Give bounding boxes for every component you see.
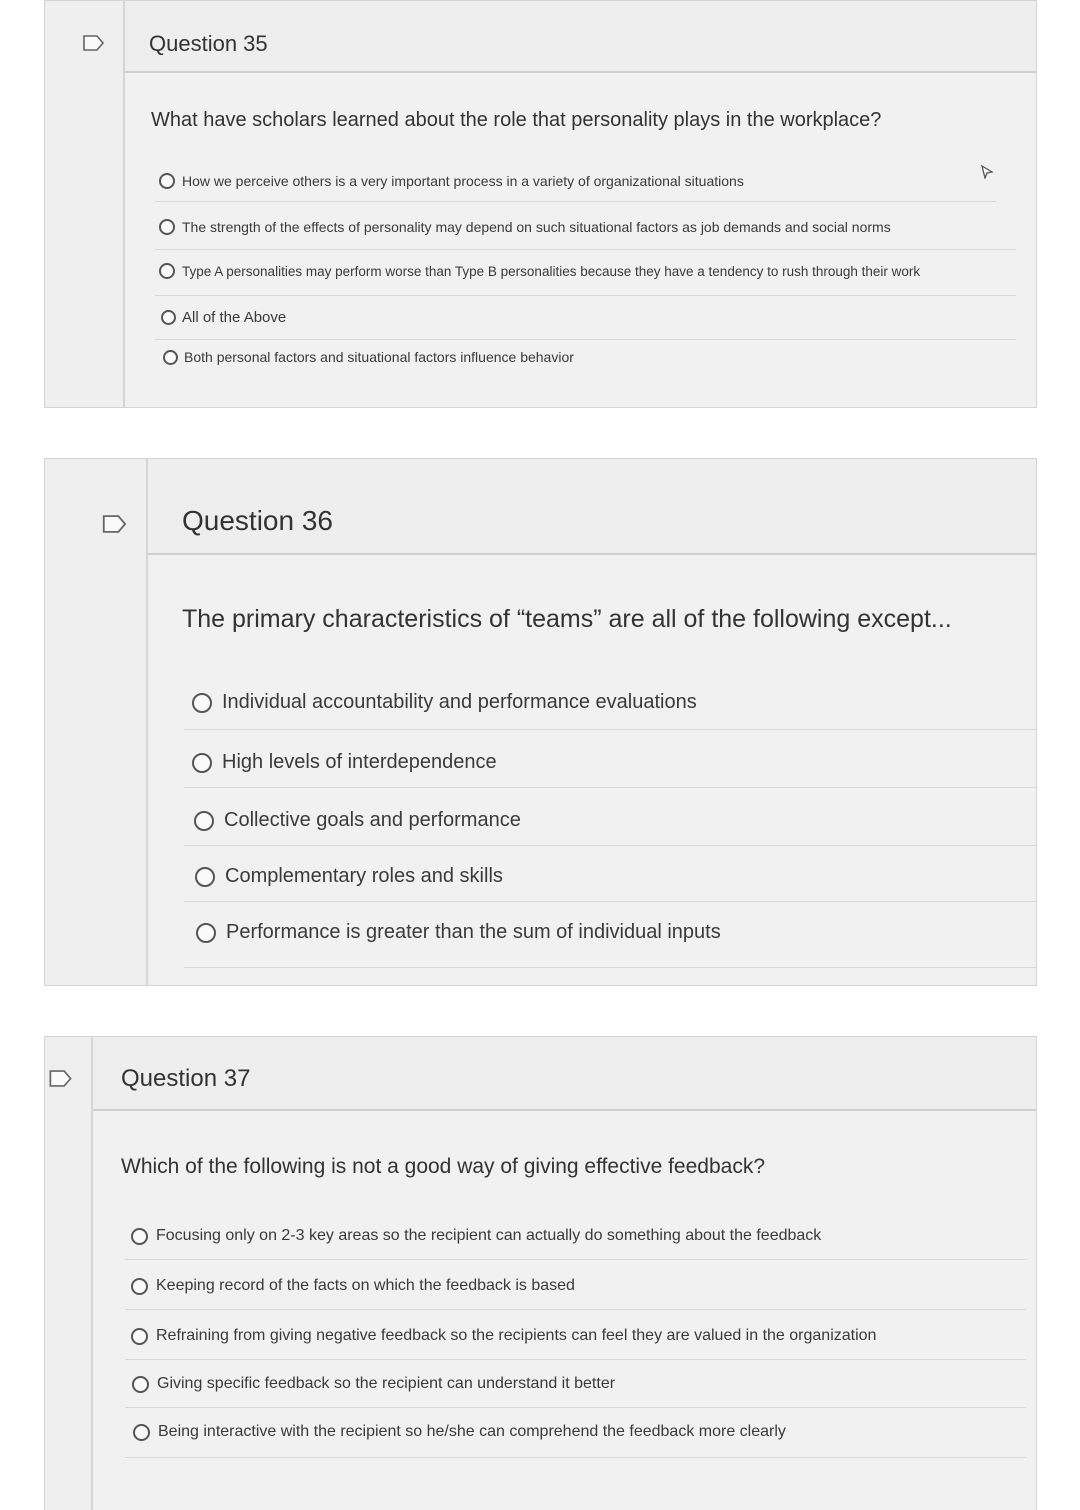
radio-button[interactable] bbox=[159, 173, 175, 189]
option-divider bbox=[184, 967, 1036, 968]
question-header bbox=[125, 1, 1036, 73]
radio-button[interactable] bbox=[131, 1228, 148, 1245]
flag-icon[interactable] bbox=[83, 35, 105, 51]
question-title: Question 36 bbox=[182, 505, 333, 536]
option-divider bbox=[155, 295, 1016, 296]
radio-button[interactable] bbox=[163, 350, 178, 365]
radio-button[interactable] bbox=[195, 867, 215, 887]
answer-option-label: High levels of interdependence bbox=[222, 751, 497, 773]
question-title: Question 35 bbox=[149, 31, 268, 56]
answer-option-label: Collective goals and performance bbox=[224, 809, 521, 831]
answer-option-label: Focusing only on 2-3 key areas so the recipient can actually do something about the feedback bbox=[156, 1227, 822, 1244]
question-title: Question 37 bbox=[121, 1065, 251, 1092]
answer-option[interactable] bbox=[196, 921, 721, 944]
radio-button[interactable] bbox=[133, 1424, 150, 1441]
answer-option[interactable] bbox=[133, 1423, 786, 1441]
option-divider bbox=[184, 845, 1036, 846]
question-body bbox=[91, 1037, 1036, 1510]
answer-option[interactable] bbox=[159, 219, 891, 235]
question-body bbox=[123, 1, 1036, 407]
option-divider bbox=[125, 1259, 1026, 1260]
radio-button[interactable] bbox=[161, 310, 176, 325]
option-divider bbox=[155, 249, 1016, 250]
question-card-37 bbox=[44, 1036, 1037, 1510]
radio-button[interactable] bbox=[131, 1328, 148, 1345]
radio-button[interactable] bbox=[159, 219, 175, 235]
answer-option[interactable] bbox=[163, 349, 574, 365]
radio-button[interactable] bbox=[192, 693, 212, 713]
answer-option-label: Keeping record of the facts on which the feedback is based bbox=[156, 1277, 575, 1294]
option-divider bbox=[125, 1407, 1026, 1408]
answer-option[interactable] bbox=[192, 751, 497, 774]
answer-option[interactable] bbox=[131, 1327, 876, 1345]
answer-option[interactable] bbox=[161, 309, 286, 326]
question-prompt: The primary characteristics of “teams” are all of the following except... bbox=[182, 605, 952, 633]
answer-option[interactable] bbox=[131, 1277, 575, 1295]
answer-option-label: How we perceive others is a very important process in a variety of organizational situations bbox=[182, 173, 744, 189]
question-header bbox=[148, 459, 1036, 555]
answer-option-label: Complementary roles and skills bbox=[225, 865, 503, 887]
answer-option-label: Refraining from giving negative feedback so the recipients can feel they are valued in the organization bbox=[156, 1327, 877, 1344]
option-divider bbox=[155, 339, 1016, 340]
option-divider bbox=[184, 787, 1036, 788]
flag-icon[interactable] bbox=[102, 515, 128, 533]
answer-option[interactable] bbox=[132, 1375, 615, 1393]
answer-option-label: Type A personalities may perform worse than Type B personalities because they have a tendency to rush through their work bbox=[182, 263, 921, 279]
answer-option-label: Both personal factors and situational factors influence behavior bbox=[184, 349, 574, 365]
answer-option[interactable] bbox=[194, 809, 521, 832]
option-divider bbox=[125, 1457, 1026, 1458]
radio-button[interactable] bbox=[192, 753, 212, 773]
option-divider bbox=[125, 1359, 1026, 1360]
question-card-36 bbox=[44, 458, 1037, 986]
radio-button[interactable] bbox=[131, 1278, 148, 1295]
radio-button[interactable] bbox=[159, 263, 175, 279]
radio-button[interactable] bbox=[132, 1376, 149, 1393]
option-divider bbox=[125, 1309, 1026, 1310]
answer-option-label: All of the Above bbox=[182, 309, 287, 326]
question-card-35 bbox=[44, 0, 1037, 408]
question-prompt: What have scholars learned about the role that personality plays in the workplace? bbox=[151, 109, 882, 131]
answer-option-label: Performance is greater than the sum of individual inputs bbox=[226, 921, 721, 943]
flag-icon[interactable] bbox=[49, 1070, 73, 1087]
answer-option-label: Being interactive with the recipient so he/she can comprehend the feedback more clearly bbox=[158, 1423, 786, 1440]
mouse-cursor-icon bbox=[980, 165, 994, 179]
radio-button[interactable] bbox=[196, 923, 216, 943]
answer-option[interactable] bbox=[195, 865, 503, 888]
answer-option[interactable] bbox=[159, 263, 920, 279]
radio-button[interactable] bbox=[194, 811, 214, 831]
option-divider bbox=[155, 201, 996, 202]
answer-option-label: Individual accountability and performance evaluations bbox=[222, 691, 697, 713]
option-divider bbox=[184, 901, 1036, 902]
answer-option[interactable] bbox=[159, 173, 744, 189]
option-divider bbox=[184, 729, 1036, 730]
answer-option-label: Giving specific feedback so the recipient can understand it better bbox=[157, 1375, 616, 1392]
question-body bbox=[146, 459, 1036, 985]
question-prompt: Which of the following is not a good way of giving effective feedback? bbox=[121, 1155, 765, 1178]
answer-option-label: The strength of the effects of personality may depend on such situational factors as job demands and social norms bbox=[182, 219, 891, 235]
answer-option[interactable] bbox=[192, 691, 697, 714]
question-header bbox=[93, 1037, 1036, 1111]
answer-option[interactable] bbox=[131, 1227, 821, 1245]
